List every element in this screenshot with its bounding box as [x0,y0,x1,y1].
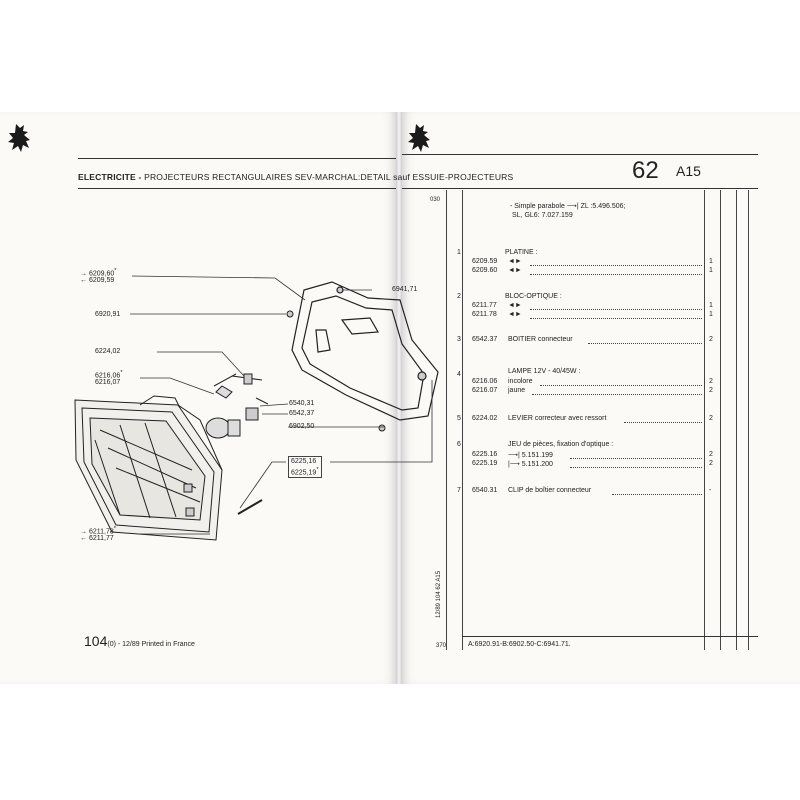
item-3-ref: 6542.37 [472,336,498,343]
item-1-qty-a: 1 [709,258,713,265]
leader-dots [540,385,702,386]
item-7-qty: - [709,487,712,494]
item-4-desc-b: jaune [508,387,526,394]
callout-6941-71: 6941,71 [392,286,418,293]
leader-dots [612,494,702,495]
left-footer [84,633,195,649]
item-7-number: 7 [457,487,461,494]
item-4-ref-a: 6216.06 [472,378,498,385]
callout-6216-07: 6216,07 [95,379,121,386]
headlamp-lens-drawing [75,396,222,540]
item-1-desc-b: ◄► [508,267,522,274]
callout-6225-19: 6225,19* [291,467,319,477]
leader-dots [530,309,702,310]
callout-6211-78: → 6211,78* [80,526,117,536]
col-divider-qty1 [704,190,705,650]
item-4-ref-b: 6216.07 [472,387,498,394]
item-2-desc-b: ◄► [508,311,522,318]
item-6-ref-b: 6225.19 [472,460,498,467]
callout-6224-02: 6224,02 [95,348,121,355]
callout-6211-77: ← 6211,77 [80,535,114,542]
item-4-number: 4 [457,371,461,378]
side-code: 12/89 104 62 A15 [436,570,442,618]
item-6-title: JEU de pièces, fixation d'optique : [508,441,614,448]
leader-dots [570,458,702,459]
peugeot-lion-logo-right [406,122,436,158]
item-3-desc: BOITIER connecteur [508,336,573,343]
col-divider-num [446,190,447,650]
top-small-code: 030 [430,197,441,203]
headlamp-exploded-diagram [0,0,400,690]
item-6-desc-a: ⟶| 5.151.199 [508,452,553,459]
item-6-desc-b: |⟶ 5.151.200 [508,461,553,468]
leader-dots [588,343,702,344]
callout-6920-91: 6920,91 [95,311,121,318]
callout-6902-50: 6902,50 [289,423,315,430]
footer-page-number: 104 [84,633,108,649]
leader-dots [570,467,702,468]
intro-line-1: - Simple parabole ⟶| ZL :5.496.506; [510,203,626,210]
connector-drawing [246,398,268,420]
item-2-desc-a: ◄► [508,302,522,309]
item-1-number: 1 [457,249,461,256]
callout-6542-37: 6542,37 [289,410,315,417]
item-1-title: PLATINE : [505,249,538,256]
item-5-desc: LEVIER correcteur avec ressort [508,415,607,422]
callout-6209-59: ← 6209,59 [80,277,115,284]
callout-6540-31: 6540,31 [289,400,315,407]
header-rule-bottom-right [402,188,758,189]
item-1-qty-b: 1 [709,267,713,274]
footer-page-sub: (0) [107,641,116,648]
leader-dots [530,265,702,266]
leader-dots [530,274,702,275]
item-1-desc-a: ◄► [508,258,522,265]
bottom-page-code: 370 [436,643,447,649]
col-divider-qty3 [736,190,737,650]
callout-6216-06: 6216,06* [95,370,123,380]
col-divider-qty4 [748,190,749,650]
group-code: A15 [676,163,701,179]
col-divider-main [462,190,463,650]
item-4-qty-b: 2 [709,387,713,394]
item-2-qty-b: 1 [709,311,713,318]
group-number: 62 [632,157,659,184]
header-prefix: ELECTRICITE [78,172,136,182]
item-1-ref-b: 6209.60 [472,267,498,274]
item-6-qty-a: 2 [709,451,713,458]
item-4-qty-a: 2 [709,378,713,385]
callout-6209-60: → 6209,60* [80,268,117,278]
bulb-drawing [206,386,240,438]
header-dash: - [135,172,145,182]
header-title: PROJECTEURS RECTANGULAIRES SEV-MARCHAL:DETAIL sauf ESSUIE-PROJECTEURS [144,172,514,182]
item-2-qty-a: 1 [709,302,713,309]
bottom-rule [462,636,758,637]
item-2-ref-a: 6211.77 [472,302,497,309]
bottom-note: A:6920.91-B:6902.50-C:6941.71. [468,641,571,648]
item-5-ref: 6224.02 [472,415,498,422]
lever-drawing [214,374,262,386]
leader-dots [532,394,702,395]
callout-6225-16: 6225,16 [291,458,317,465]
item-3-qty: 2 [709,336,713,343]
leader-dots [624,422,702,423]
item-4-title: LAMPE 12V - 40/45W : [508,368,581,375]
item-1-ref-a: 6209.59 [472,258,498,265]
item-5-qty: 2 [709,415,713,422]
item-7-desc: CLIP de boîtier connecteur [508,487,592,494]
item-6-ref-a: 6225.16 [472,451,498,458]
col-divider-qty2 [720,190,721,650]
item-4-desc-a: incolore [508,378,533,385]
item-2-ref-b: 6211.78 [472,311,497,318]
callout-6225-box [288,456,322,478]
item-5-number: 5 [457,415,461,422]
item-6-qty-b: 2 [709,460,713,467]
leader-dots [530,318,702,319]
intro-line-2: SL, GL6: 7.027.159 [512,212,573,219]
item-3-number: 3 [457,336,461,343]
item-7-ref: 6540.31 [472,487,498,494]
item-6-number: 6 [457,441,461,448]
footer-printed: - 12/89 Printed in France [115,641,195,648]
item-2-number: 2 [457,293,461,300]
item-2-title: BLOC-OPTIQUE : [505,293,562,300]
header-rule-top-right [402,154,758,155]
